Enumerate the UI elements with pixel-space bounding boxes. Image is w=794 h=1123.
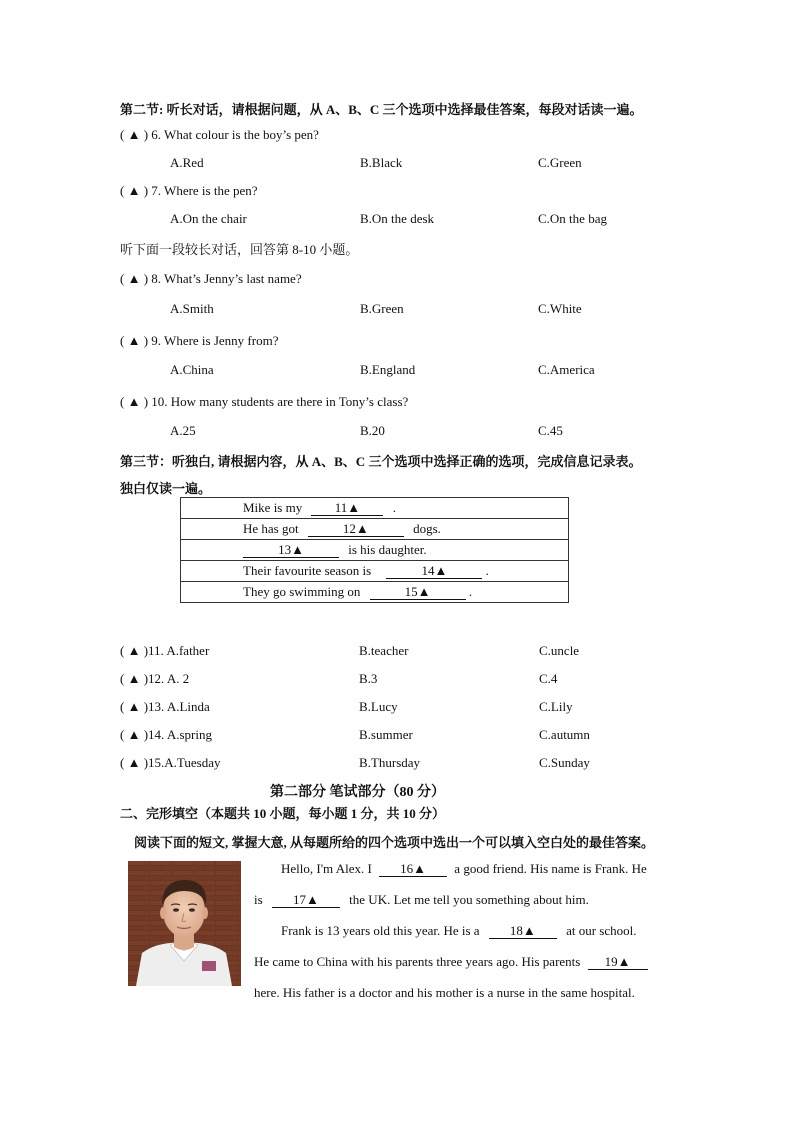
answer-slot[interactable]: ( ▲ )	[120, 333, 149, 348]
row-text: Mike is my	[243, 500, 303, 515]
table-row	[181, 582, 569, 603]
option-c: C.Sunday	[539, 755, 590, 770]
option-c: C.4	[539, 671, 558, 686]
option-b: B.Thursday	[359, 755, 421, 770]
question-9	[120, 333, 278, 349]
question-15	[120, 755, 221, 771]
row-text: is his daughter.	[348, 542, 427, 557]
passage-line	[281, 861, 647, 877]
answer-blank[interactable]: 15▲	[370, 585, 466, 600]
question-14	[120, 727, 212, 743]
question-7	[120, 183, 258, 199]
boy-photo	[128, 861, 241, 986]
answer-slot[interactable]: ( ▲ )	[120, 671, 149, 686]
answer-slot[interactable]: ( ▲ )	[120, 755, 149, 770]
row-text: .	[485, 563, 489, 578]
answer-slot[interactable]: ( ▲ )	[120, 643, 149, 658]
option-b: B.summer	[359, 727, 413, 742]
table-row	[181, 519, 569, 540]
option-b: B.On the desk	[360, 211, 435, 226]
answer-slot[interactable]: ( ▲ )	[120, 127, 149, 142]
question-text: 11. A.father	[148, 643, 210, 658]
table-row	[181, 561, 569, 582]
option-c: C.45	[538, 423, 563, 438]
passage-text: at our school.	[566, 923, 637, 938]
row-text: He has got	[243, 521, 299, 536]
option-a: A.Smith	[170, 301, 214, 316]
answer-slot[interactable]: ( ▲ )	[120, 699, 149, 714]
option-a: A.Red	[170, 155, 204, 170]
option-b: B.Lucy	[359, 699, 398, 714]
option-a: A.25	[170, 423, 196, 438]
question-text: 7. Where is the pen?	[151, 183, 258, 198]
question-text: 8. What’s Jenny’s last name?	[151, 271, 302, 286]
question-text: 13. A.Linda	[148, 699, 210, 714]
table-row	[181, 540, 569, 561]
row-text: Their favourite season is	[243, 563, 372, 578]
answer-blank[interactable]: 19▲	[588, 955, 648, 970]
passage-line	[254, 985, 635, 1001]
cloze-title: 二、完形填空（本题共 10 小题，每小题 1 分，共 10 分）	[120, 806, 446, 821]
row-text: .	[468, 584, 473, 599]
answer-slot[interactable]: ( ▲ )	[120, 271, 149, 286]
answer-blank[interactable]: 16▲	[379, 862, 447, 877]
question-10	[120, 394, 408, 410]
answer-blank[interactable]: 11▲	[311, 501, 383, 516]
row-text: dogs.	[413, 521, 441, 536]
section3-subtitle: 独白仅读一遍。	[120, 481, 212, 496]
passage-text: Frank is 13 years old this year. He is a	[281, 923, 480, 938]
passage-text: the UK. Let me tell you something about him.	[349, 892, 589, 907]
boy-portrait-image	[128, 861, 241, 986]
option-c: C.America	[538, 362, 595, 377]
table-row	[181, 498, 569, 519]
option-c: C.White	[538, 301, 582, 316]
question-text: 15.A.Tuesday	[148, 755, 221, 770]
option-b: B.teacher	[359, 643, 409, 658]
option-c: C.On the bag	[538, 211, 607, 226]
question-13	[120, 699, 210, 715]
answer-slot[interactable]: ( ▲ )	[120, 727, 149, 742]
option-c: C.autumn	[539, 727, 590, 742]
option-b: B.20	[360, 423, 385, 438]
part2-title: 第二部分 笔试部分（80 分）	[270, 785, 445, 800]
option-c: C.Green	[538, 155, 582, 170]
question-text: 14. A.spring	[148, 727, 212, 742]
passage-text: Hello, I'm Alex. I	[281, 861, 372, 876]
answer-blank[interactable]: 18▲	[489, 924, 557, 939]
section2-title: 第二节: 听长对话，请根据问题，从 A、B、C 三个选项中选择最佳答案，每段对话读一遍。	[120, 102, 643, 117]
passage-text: is	[254, 892, 263, 907]
answer-blank[interactable]: 13▲	[243, 543, 339, 558]
option-c: C.uncle	[539, 643, 580, 658]
answer-blank[interactable]: 14▲	[386, 564, 482, 579]
passage-line	[254, 954, 652, 970]
option-b: B.Black	[360, 155, 403, 170]
passage-text: here. His father is a doctor and his mother is a nurse in the same hospital.	[254, 985, 635, 1000]
row-text: They go swimming on	[243, 584, 361, 599]
answer-slot[interactable]: ( ▲ )	[120, 183, 149, 198]
row-text: .	[392, 500, 396, 515]
passage-line	[281, 923, 636, 939]
question-text: 12. A. 2	[148, 671, 190, 686]
option-b: B.England	[360, 362, 416, 377]
option-a: A.On the chair	[170, 211, 247, 226]
answer-blank[interactable]: 17▲	[272, 893, 340, 908]
question-11	[120, 643, 209, 659]
section3-title: 第三节：听独白, 请根据内容，从 A、B、C 三个选项中选择正确的选项，完成信息记录表。	[120, 454, 642, 469]
question-6	[120, 127, 319, 143]
passage-line	[254, 892, 589, 908]
question-text: 6. What colour is the boy’s pen?	[151, 127, 319, 142]
question-8	[120, 271, 302, 287]
cloze-instruction: 阅读下面的短文, 掌握大意, 从每题所给的四个选项中选出一个可以填入空白处的最佳答案。	[134, 835, 655, 850]
option-b: B.Green	[360, 301, 404, 316]
dialogue-note: 听下面一段较长对话，回答第 8-10 小题。	[120, 242, 359, 257]
passage-text: He came to China with his parents three years ago. His parents	[254, 954, 581, 969]
option-a: A.China	[170, 362, 214, 377]
answer-blank[interactable]: 12▲	[308, 522, 404, 537]
info-record-table	[180, 497, 569, 603]
question-text: 9. Where is Jenny from?	[151, 333, 279, 348]
question-text: 10. How many students are there in Tony’s class?	[151, 394, 409, 409]
option-b: B.3	[359, 671, 378, 686]
passage-text: a good friend. His name is Frank. He	[454, 861, 647, 876]
answer-slot[interactable]: ( ▲ )	[120, 394, 149, 409]
option-c: C.Lily	[539, 699, 573, 714]
question-12	[120, 671, 189, 687]
